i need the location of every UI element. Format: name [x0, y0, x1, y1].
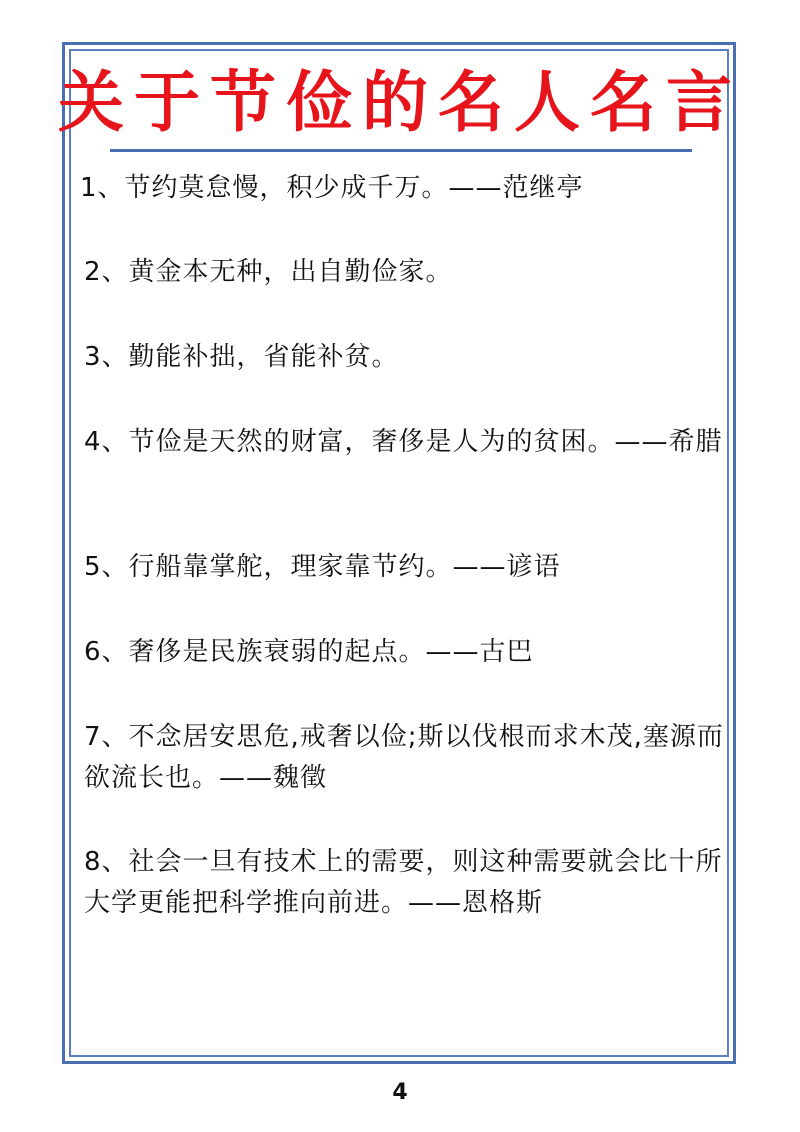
page-title: 关于节俭的名人名言 [58, 64, 742, 141]
quote-1: 1、节约莫怠慢，积少成千万。——范继亭 [80, 173, 584, 203]
title-underline [110, 149, 692, 152]
quote-4: 4、节俭是天然的财富，奢侈是人为的贫困。——希腊 [84, 427, 723, 457]
quote-2: 2、黄金本无种，出自勤俭家。 [84, 257, 453, 287]
quote-7: 7、不念居安思危,戒奢以俭;斯以伐根而求木茂,塞源而欲流长也。——魏徵 [84, 722, 724, 793]
quote-6: 6、奢侈是民族衰弱的起点。——古巴 [84, 637, 534, 667]
quote-5: 5、行船靠掌舵，理家靠节约。——谚语 [84, 552, 561, 582]
quote-8: 8、社会一旦有技术上的需要，则这种需要就会比十所大学更能把科学推向前进。——恩格斯 [84, 847, 723, 918]
quote-3: 3、勤能补拙，省能补贫。 [84, 342, 399, 372]
page-number: 4 [392, 1080, 408, 1105]
